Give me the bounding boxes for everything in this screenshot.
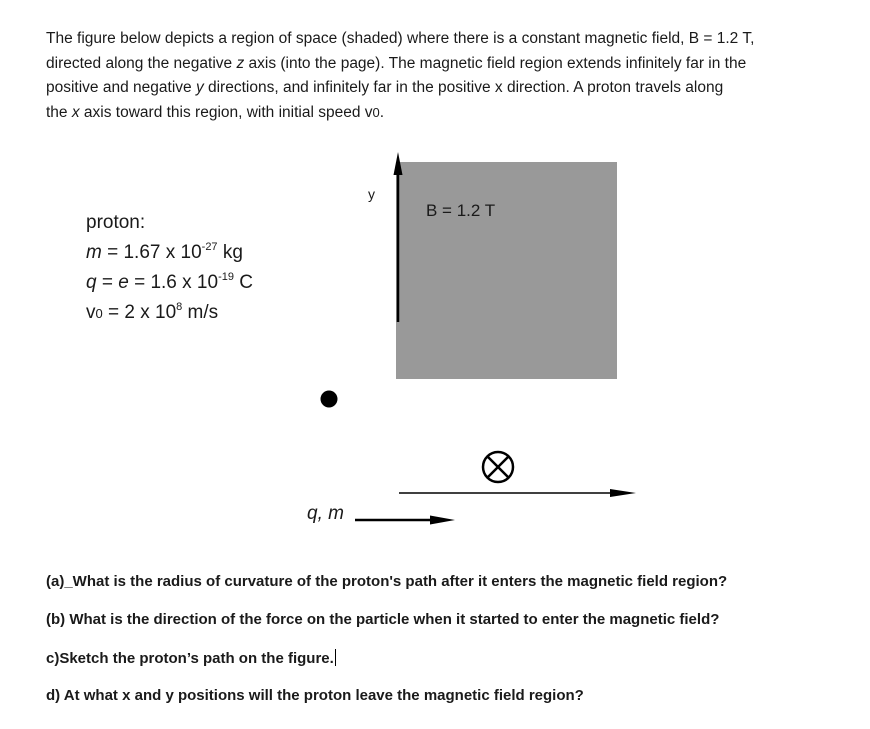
intro-line-2: directed along the negative z axis (into the page). The magnetic field region extends infinitely far in the [46,54,747,72]
field-magnitude-label: B = 1.2 T [426,201,496,220]
params-heading: proton: [86,212,146,233]
intro-line-4: the x axis toward this region, with initial speed v0. [46,103,385,121]
question-c: c)Sketch the proton’s path on the figure. [46,650,334,667]
speed-line: v0 = 2 x $10^8$ m/s [86,300,219,323]
text-cursor [335,649,336,666]
intro-line-1: The figure below depicts a region of space (shaded) where there is a constant magnetic field, B = 1.2 T, [46,30,755,47]
magnetic-field-region [396,162,617,379]
question-d: d) At what x and y positions will the proton leave the magnetic field region? [46,687,584,704]
velocity-arrowhead-icon [430,516,455,525]
proton-dot [321,391,338,408]
mass-line: m = 1.67 x $10^{-27}$ kg [86,240,243,263]
into-page-cross-circle-icon [483,452,513,482]
particle-label: q, m [307,503,344,524]
question-b: (b) What is the direction of the force on the particle when it started to enter the magnetic field? [46,611,720,628]
intro-line-3: positive and negative y directions, and infinitely far in the positive x direction. A proton travels along [46,79,724,96]
charge-line: q = e = 1.6 x $10^{-19}$ C [86,270,253,293]
x-axis-arrowhead-icon [610,489,636,497]
y-axis-label: y [368,186,375,202]
question-a: (a)_What is the radius of curvature of the proton's path after it enters the magnetic field region? [46,573,728,590]
